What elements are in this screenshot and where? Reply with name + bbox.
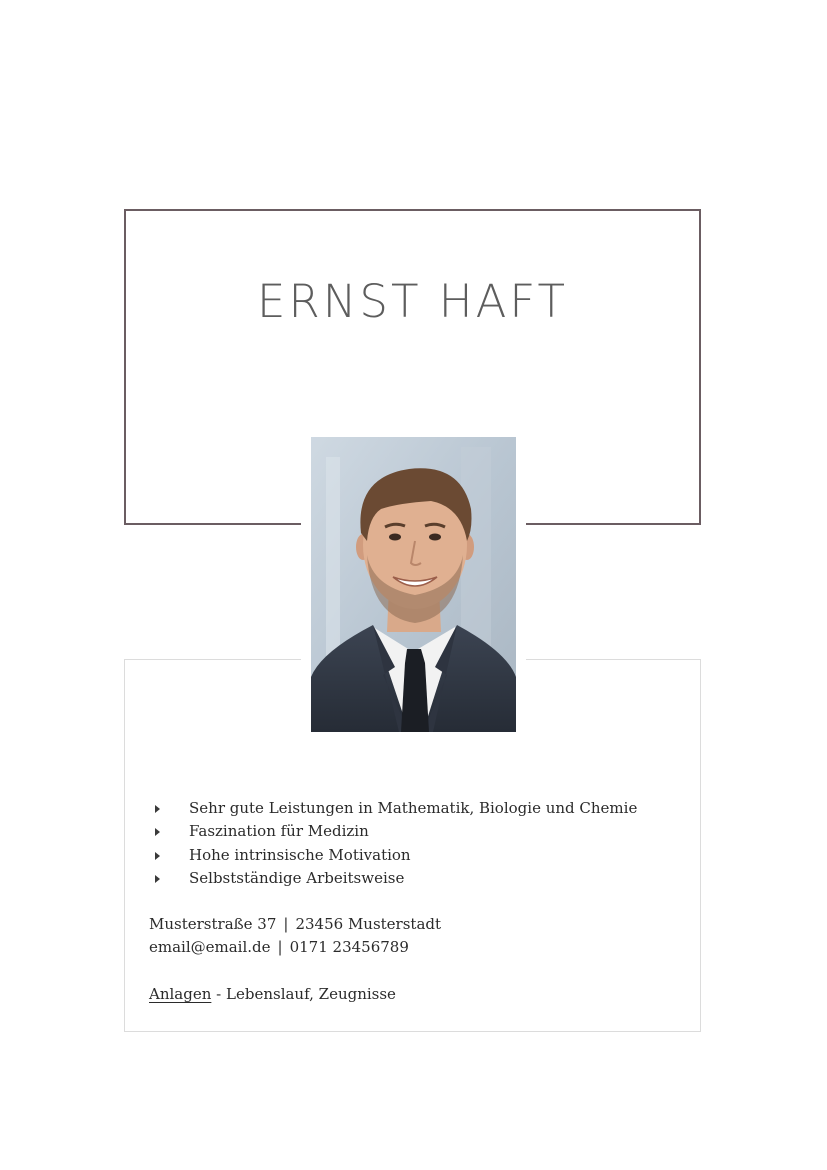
list-item <box>150 844 637 867</box>
attachments-dash: - <box>216 985 222 1003</box>
highlight-text: Selbstständige Arbeitsweise <box>189 868 405 887</box>
separator: | <box>283 915 289 933</box>
list-item <box>150 820 637 843</box>
applicant-name: ERNST HAFT <box>257 275 568 328</box>
phone: 0171 23456789 <box>289 938 409 957</box>
triangle-bullet-icon <box>155 875 160 883</box>
highlights-list <box>150 797 637 890</box>
portrait-photo <box>311 437 516 732</box>
separator: | <box>277 938 283 957</box>
contact-block <box>149 913 441 960</box>
triangle-bullet-icon <box>155 852 160 860</box>
highlight-text: Sehr gute Leistungen in Mathematik, Biologie und Chemie <box>189 799 638 817</box>
triangle-bullet-icon <box>155 828 160 836</box>
triangle-bullet-icon <box>155 805 160 813</box>
list-item <box>150 867 637 890</box>
portrait-illustration <box>311 437 516 732</box>
attachments-line <box>149 983 396 1005</box>
list-item <box>150 797 637 820</box>
contact-line <box>149 936 441 959</box>
attachments-items: Lebenslauf, Zeugnisse <box>226 985 396 1003</box>
email: email@email.de <box>149 938 271 957</box>
highlight-text: Hohe intrinsische Motivation <box>189 845 411 864</box>
street: Musterstraße 37 <box>149 915 277 933</box>
city: 23456 Musterstadt <box>295 915 442 933</box>
address-line <box>149 913 441 936</box>
highlight-text: Faszination für Medizin <box>189 822 369 841</box>
attachments-label: Anlagen <box>149 985 212 1003</box>
